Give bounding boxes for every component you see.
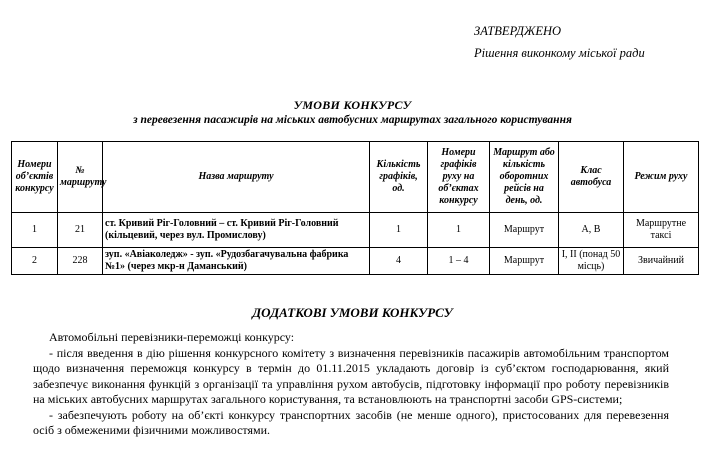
header-schedule-count: Кількість графіків, од.: [370, 142, 428, 213]
cell-traffic-mode: Звичайний: [624, 248, 699, 275]
header-bus-class: Клас автобуса: [559, 142, 624, 213]
cell-route-number: 21: [58, 213, 103, 248]
cell-bus-class: І, ІІ (понад 50 місць): [559, 248, 624, 275]
table-header-row: [12, 142, 699, 213]
condition-item-2: - забезпечують роботу на об’єкті конкурсу транспортних засобів (не менше одного), пристосованих для перевезення осіб з обмеженими фізичними можливостями.: [33, 407, 669, 437]
cell-route-name: зуп. «Авіаколедж» - зуп. «Рудозбагачувальна фабрика №1» (через мкр-н Даманський): [103, 248, 370, 275]
header-schedule-numbers: Номери графіків руху на об’єктах конкурсу: [428, 142, 490, 213]
cell-trips: Маршрут: [490, 213, 559, 248]
cell-schedule-count: 4: [370, 248, 428, 275]
header-traffic-mode: Режим руху: [624, 142, 699, 213]
header-object-number: Номери об’єктів конкурсу: [12, 142, 58, 213]
cell-schedule-numbers: 1: [428, 213, 490, 248]
routes-table: [11, 141, 699, 275]
document-title: УМОВИ КОНКУРСУ: [293, 98, 412, 112]
condition-item-1: - після введення в дію рішення конкурсного комітету з визначення перевізників пасажирів автомобільним транспортом щодо визначення переможця конкурсу в термін до 01.11.2015 укладають договір із суб’єктом господарювання, який забезпечує виконання функцій з організації та управління рухом автобусів, підготовку інформації про роботу перевізників на міських автобусних маршрутах загального користування, та встановлюють на транспортні засоби GPS-системи;: [33, 345, 669, 406]
header-trips: Маршрут або кількість оборотних рейсів на день, од.: [490, 142, 559, 213]
header-route-number: № маршруту: [58, 142, 103, 213]
cell-schedule-count: 1: [370, 213, 428, 248]
document-subtitle: з перевезення пасажирів на міських автобусних маршрутах загального користування: [133, 114, 572, 126]
cell-traffic-mode: Маршрутне таксі: [624, 213, 699, 248]
cell-trips: Маршрут: [490, 248, 559, 275]
header-route-name: Назва маршруту: [103, 142, 370, 213]
table-row: [12, 213, 699, 248]
approval-block: [474, 20, 645, 64]
cell-object-number: 2: [12, 248, 58, 275]
approval-decision: Рішення виконкому міської ради: [474, 46, 645, 60]
cell-route-number: 228: [58, 248, 103, 275]
table-row: [12, 248, 699, 275]
cell-object-number: 1: [12, 213, 58, 248]
cell-route-name: ст. Кривий Ріг-Головний – ст. Кривий Ріг-Головний (кільцевий, через вул. Промислову): [103, 213, 370, 248]
cell-schedule-numbers: 1 – 4: [428, 248, 490, 275]
cell-bus-class: А, В: [559, 213, 624, 248]
approval-stamp: ЗАТВЕРДЖЕНО: [474, 24, 562, 38]
additional-conditions-heading: ДОДАТКОВІ УМОВИ КОНКУРСУ: [252, 305, 453, 320]
intro-paragraph: Автомобільні перевізники-переможці конкурсу:: [49, 330, 295, 344]
additional-conditions-body: [33, 330, 669, 439]
